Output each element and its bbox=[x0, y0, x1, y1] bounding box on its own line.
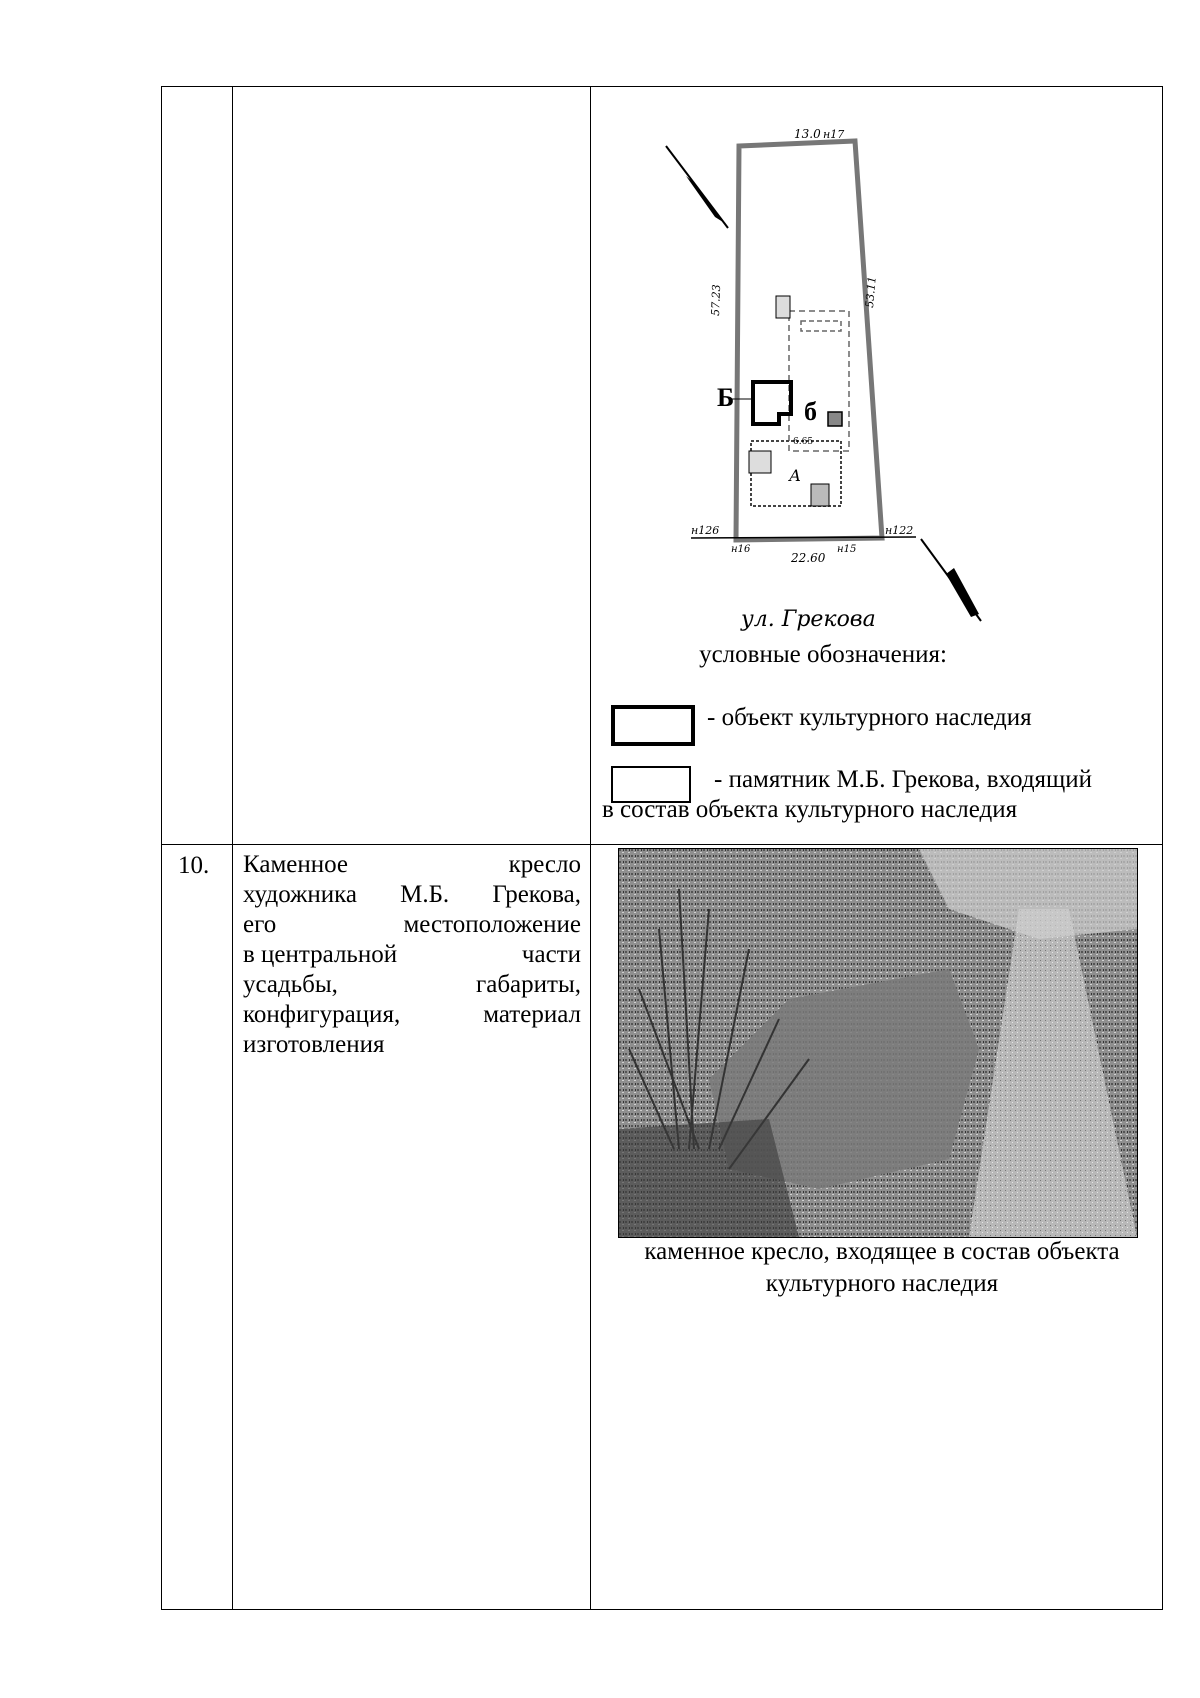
row-description bbox=[243, 850, 581, 1060]
description-word: его bbox=[243, 911, 277, 938]
description-word: кресло bbox=[508, 851, 581, 878]
description-line bbox=[243, 910, 581, 940]
description-line bbox=[243, 1000, 581, 1030]
dim-small: 6.65 bbox=[793, 437, 814, 447]
label-monument: б bbox=[804, 397, 817, 426]
row-divider bbox=[161, 844, 1163, 845]
label-building: Б bbox=[717, 383, 735, 412]
legend-monument-label-2: в состав объекта культурного наследия bbox=[602, 796, 1018, 823]
dim-top-suffix: н17 bbox=[823, 128, 845, 141]
description-word: части bbox=[521, 941, 581, 968]
heritage-building bbox=[753, 382, 791, 424]
description-word: материал bbox=[483, 1001, 581, 1028]
table-border-right bbox=[1162, 86, 1163, 1610]
row-number: 10. bbox=[178, 852, 210, 879]
mark-left: н126 bbox=[691, 524, 720, 537]
description-word: в центральной bbox=[243, 941, 398, 968]
description-word: изготовления bbox=[243, 1031, 385, 1058]
column-divider-2 bbox=[590, 86, 591, 1610]
outbuilding bbox=[776, 296, 790, 318]
description-line bbox=[243, 970, 581, 1000]
description-word: усадьбы, bbox=[243, 971, 338, 998]
mark-bottom-left: н16 bbox=[731, 544, 751, 555]
description-word: конфигурация, bbox=[243, 1001, 401, 1028]
description-word: габариты, bbox=[475, 971, 581, 998]
mark-right: н122 bbox=[885, 524, 914, 537]
label-house: А bbox=[789, 466, 802, 485]
legend-title: условные обозначения: bbox=[699, 641, 947, 668]
north-arrow-icon bbox=[666, 146, 728, 228]
dim-bottom: 22.60 bbox=[791, 551, 826, 565]
monument-marker bbox=[828, 412, 842, 426]
stone-chair-photo bbox=[618, 848, 1138, 1238]
legend-heritage-label: - объект культурного наследия bbox=[707, 704, 1032, 731]
mark-bottom-right: н15 bbox=[837, 544, 857, 555]
photo-caption bbox=[602, 1236, 1162, 1300]
dashed-shed bbox=[801, 321, 841, 331]
description-word: М.Б. bbox=[400, 881, 450, 908]
legend-monument-label-1: - памятник М.Б. Грекова, входящий bbox=[714, 766, 1093, 793]
annex bbox=[749, 451, 771, 473]
dim-top: 13.0 bbox=[794, 127, 821, 141]
street-label: ул. Грекова bbox=[741, 607, 876, 632]
photo-caption-line-2: культурного наследия bbox=[765, 1270, 999, 1297]
description-line bbox=[243, 940, 581, 970]
description-line bbox=[243, 1030, 581, 1060]
parcel-boundary bbox=[736, 141, 882, 540]
photo-caption-line-1: каменное кресло, входящее в состав объекта bbox=[644, 1238, 1120, 1265]
site-plan-drawing bbox=[611, 106, 1051, 676]
dashed-zone bbox=[789, 311, 849, 451]
table-border-bottom bbox=[161, 1609, 1163, 1610]
porch bbox=[811, 484, 829, 506]
table-border-left bbox=[161, 86, 162, 1610]
table-border-top bbox=[161, 86, 1163, 87]
description-line bbox=[243, 850, 581, 880]
street-line bbox=[691, 537, 916, 538]
dim-right: 53.11 bbox=[863, 275, 879, 309]
description-word: художника bbox=[243, 881, 357, 908]
description-word: Грекова, bbox=[492, 881, 581, 908]
heritage-table bbox=[161, 86, 1163, 1610]
south-arrow-head bbox=[946, 568, 979, 617]
description-line bbox=[243, 880, 581, 910]
column-divider-1 bbox=[232, 86, 233, 1610]
legend-swatch-heritage bbox=[611, 705, 695, 746]
description-word: местоположение bbox=[403, 911, 581, 938]
photo-shadow bbox=[619, 1119, 799, 1237]
north-arrow-head bbox=[686, 176, 723, 222]
description-word: Каменное bbox=[243, 851, 349, 878]
dim-left: 57.23 bbox=[709, 284, 724, 317]
